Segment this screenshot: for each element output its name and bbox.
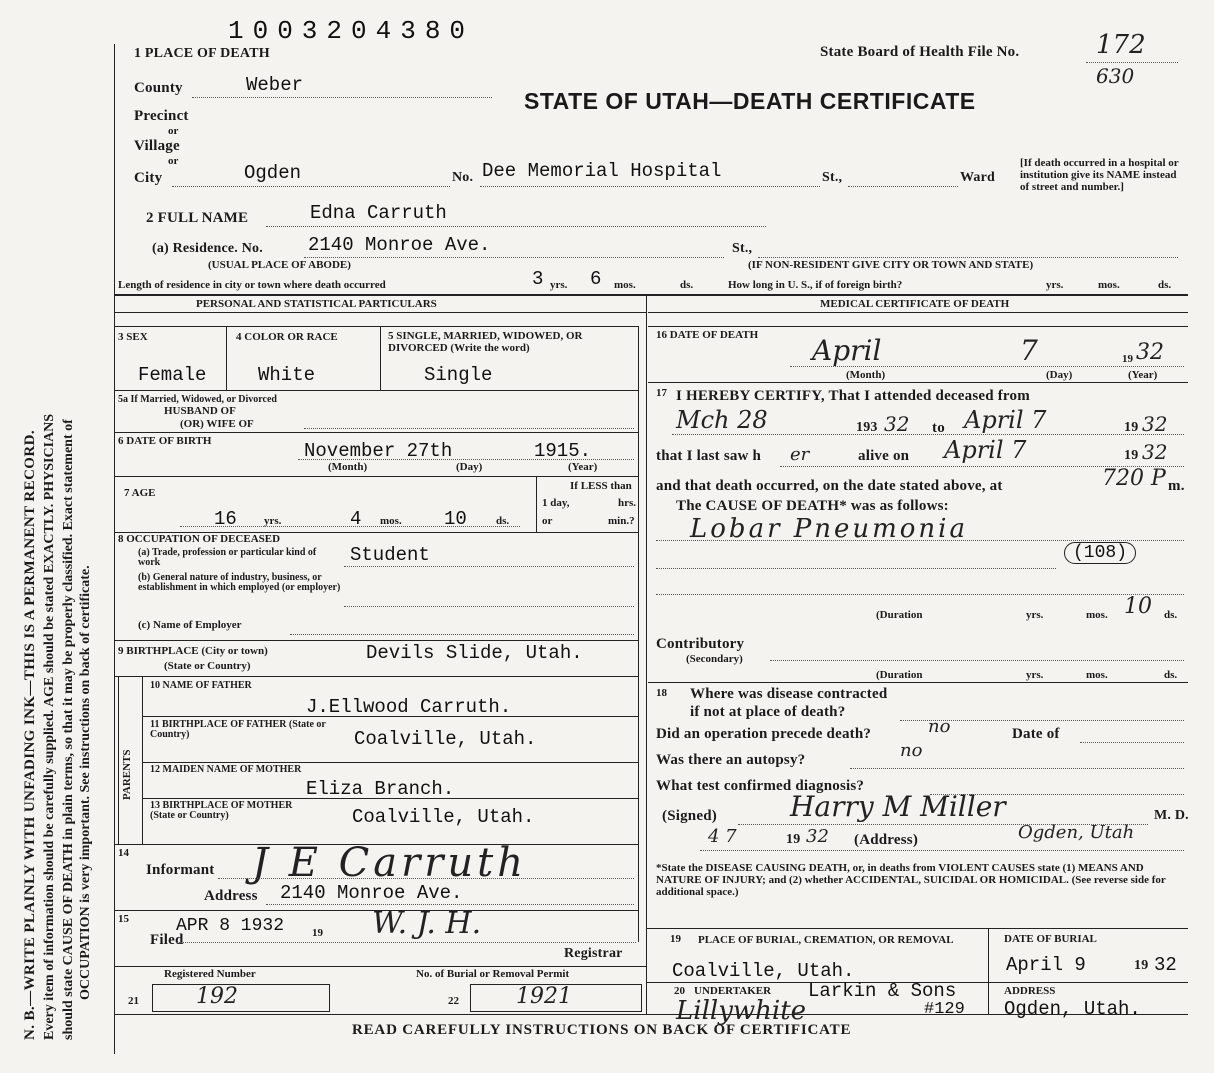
- dob-year: 1915.: [534, 440, 592, 462]
- certificate-number: 100320438​0: [228, 16, 475, 46]
- father-name-value: J.Ellwood Carruth.: [306, 696, 512, 718]
- age-ds-label: ds.: [496, 515, 510, 527]
- birthplace-value: Devils Slide, Utah.: [366, 642, 583, 664]
- to-19-label: 19: [1124, 420, 1139, 435]
- informant-label: Informant: [146, 862, 215, 878]
- cause-code: (108): [1064, 542, 1136, 564]
- sex-value: Female: [138, 364, 207, 386]
- md-label: M. D.: [1154, 808, 1189, 823]
- registered-number-label: Registered Number: [164, 968, 256, 980]
- secondary-label: (Secondary): [686, 653, 743, 665]
- or-label-3: or: [542, 515, 553, 527]
- cause-of-death-value: Lobar Pneumonia: [690, 514, 968, 544]
- undertaker-number: #129: [924, 1000, 965, 1019]
- spouse-label-1: 5a If Married, Widowed, or Divorced: [118, 394, 277, 405]
- undertaker-label: UNDERTAKER: [694, 985, 772, 997]
- mos-label: mos.: [614, 279, 636, 291]
- dod-19-label: 19: [1122, 353, 1133, 365]
- employer-label: (c) Name of Employer: [138, 619, 242, 631]
- county-label: County: [134, 80, 183, 96]
- cause-of-death-label: The CAUSE OF DEATH* was as follows:: [676, 498, 949, 514]
- side-note-line-3: OCCUPATION is very important. See instructions on back of certificate.: [78, 565, 93, 1000]
- marital-value: Single: [424, 364, 493, 386]
- nonresident-label: (IF NON-RESIDENT GIVE CITY OR TOWN AND STATE): [748, 259, 1034, 271]
- mother-birthplace-label: 13 BIRTHPLACE OF MOTHER (State or Country): [150, 800, 293, 821]
- to-label: to: [932, 420, 945, 436]
- dod-year-label: (Year): [1128, 369, 1158, 381]
- signed-date: 4 7: [708, 826, 737, 847]
- registrar-signature: W. J. H.: [372, 906, 482, 941]
- registrar-label: Registrar: [564, 946, 623, 961]
- age-label: 7 AGE: [124, 487, 156, 499]
- marital-label: 5 SINGLE, MARRIED, WIDOWED, OR DIVORCED (Write the word): [388, 330, 583, 354]
- age-mos-label: mos.: [380, 515, 402, 527]
- signed-address-label: (Address): [854, 832, 919, 848]
- burial-date-label: DATE OF BURIAL: [1004, 933, 1097, 945]
- item-17-label: 17: [656, 387, 667, 399]
- occupation-value: Student: [350, 544, 430, 566]
- father-name-label: 10 NAME OF FATHER: [150, 680, 252, 691]
- burial-place-label: PLACE OF BURIAL, CREMATION, OR REMOVAL: [698, 934, 954, 946]
- item-19-label: 19: [670, 933, 681, 945]
- registered-number-value: 192: [196, 984, 238, 1009]
- date-of-death-label: 16 DATE OF DEATH: [656, 329, 759, 341]
- race-label: 4 COLOR OR RACE: [236, 331, 338, 343]
- time-of-death: 720 P: [1102, 466, 1166, 491]
- where-contracted-label-1: Where was disease contracted: [690, 686, 888, 702]
- alive-on-text: alive on: [858, 448, 910, 464]
- test-confirmed-label: What test confirmed diagnosis?: [656, 778, 865, 794]
- min-label: min.?: [608, 515, 635, 527]
- how-long-mos: mos.: [1098, 279, 1120, 291]
- burial-year-value: 32: [1154, 954, 1177, 976]
- filed-19-label: 19: [312, 927, 323, 939]
- how-long-yrs: yrs.: [1046, 279, 1064, 291]
- residence-years: 3: [532, 268, 544, 290]
- ward-label: Ward: [960, 170, 996, 185]
- footer-instructions: READ CAREFULLY INSTRUCTIONS ON BACK OF CERTIFICATE: [352, 1022, 852, 1038]
- signed-year: 32: [806, 826, 829, 847]
- father-birthplace-label: 11 BIRTHPLACE OF FATHER (State or Country): [150, 719, 326, 740]
- duration-label-2: (Duration: [876, 669, 923, 681]
- county-value: Weber: [246, 74, 304, 96]
- ds-label: ds.: [680, 279, 694, 291]
- medical-heading: MEDICAL CERTIFICATE OF DEATH: [820, 298, 1010, 310]
- dob-day-label: (Day): [456, 461, 483, 473]
- date-of-death-year: 32: [1136, 340, 1164, 365]
- date-of-label: Date of: [1012, 726, 1060, 742]
- personal-heading: PERSONAL AND STATISTICAL PARTICULARS: [196, 298, 437, 310]
- signed-19-label: 19: [786, 832, 801, 847]
- spouse-label-2: HUSBAND OF: [164, 405, 236, 417]
- age-years: 16: [214, 508, 237, 530]
- duration-ds-1: ds.: [1164, 609, 1178, 621]
- informant-signature: J E Carruth: [252, 840, 527, 886]
- race-value: White: [258, 364, 316, 386]
- duration-yrs-2: yrs.: [1026, 669, 1044, 681]
- state-file-label: State Board of Health File No.: [820, 44, 1020, 60]
- duration-label-1: (Duration: [876, 609, 923, 621]
- operation-value: no: [928, 716, 951, 737]
- side-note-main: N. B.—WRITE PLAINLY WITH UNFADING INK—THIS IS A PERMANENT RECORD.: [22, 430, 38, 1040]
- duration-mos-2: mos.: [1086, 669, 1108, 681]
- undertaker-address-value: Ogden, Utah.: [1004, 998, 1141, 1020]
- death-occurred-text: and that death occurred, on the date stated above, at: [656, 478, 1003, 494]
- item-21-label: 21: [128, 995, 139, 1007]
- occupation-b-label: (b) General nature of industry, business, or establishment in which employed (or employer): [138, 572, 341, 593]
- burial-permit-value: 1921: [516, 984, 572, 1009]
- physician-signature: Harry M Miller: [790, 790, 1006, 823]
- city-value: Ogden: [244, 162, 302, 184]
- residence-st-label: St.,: [732, 241, 753, 256]
- alive-on-date: April 7: [944, 436, 1027, 464]
- village-label: Village: [134, 138, 180, 154]
- dob-value: November 27th: [304, 440, 453, 462]
- burial-place-value: Coalville, Utah.: [672, 960, 855, 982]
- how-long-ds: ds.: [1158, 279, 1172, 291]
- side-note-line-2: should state CAUSE OF DEATH in plain terms, so that it may be properly classified. Exact statement of: [61, 419, 76, 1040]
- place-of-death-heading: 1 PLACE OF DEATH: [134, 46, 270, 61]
- full-name-label: 2 FULL NAME: [146, 210, 249, 226]
- burial-19-label: 19: [1134, 958, 1149, 973]
- duration-yrs-1: yrs.: [1026, 609, 1044, 621]
- duration-mos-1: mos.: [1086, 609, 1108, 621]
- item-18-label: 18: [656, 687, 667, 699]
- undertaker-signature: Lillywhite: [676, 996, 807, 1026]
- informant-address-value: 2140 Monroe Ave.: [280, 882, 463, 904]
- signed-label: (Signed): [662, 808, 717, 824]
- undertaker-address-label: ADDRESS: [1004, 985, 1056, 997]
- from-19-label: 193: [856, 420, 878, 435]
- item-15-label: 15: [118, 913, 129, 925]
- item-14-label: 14: [118, 847, 129, 859]
- hrs-label: hrs.: [618, 497, 637, 509]
- how-long-label: How long in U. S., if of foreign birth?: [728, 279, 903, 291]
- less-than-label: If LESS than: [570, 480, 632, 492]
- full-name-value: Edna Carruth: [310, 202, 447, 224]
- alive-19-label: 19: [1124, 448, 1139, 463]
- residence-months: 6: [590, 268, 602, 290]
- attended-to-year: 32: [1142, 412, 1168, 436]
- mother-name-value: Eliza Branch.: [306, 778, 455, 800]
- cause-note: *State the DISEASE CAUSING DEATH, or, in deaths from VIOLENT CAUSES state (1) MEANS AND NATURE OF INJURY; and (2) whether ACCIDENTAL, SUICIDAL OR HOMICIDAL. (See reverse side for additional space.): [656, 862, 1166, 898]
- street-label: St.,: [822, 170, 843, 185]
- filed-date: APR 8 1932: [176, 916, 285, 936]
- dob-label: 6 DATE OF BIRTH: [118, 435, 212, 447]
- attended-to-date: April 7: [964, 406, 1047, 434]
- date-of-death-month: April: [812, 334, 882, 367]
- item-22-label: 22: [448, 995, 459, 1007]
- state-file-number-2: 630: [1096, 64, 1135, 88]
- side-note-line-1: Every item of information should be carefully supplied. AGE should be stated EXACTLY. PHYSICIANS: [42, 413, 57, 1040]
- hospital-note: [If death occurred in a hospital or institution give its NAME instead of street and number.]: [1020, 157, 1179, 193]
- one-day-label: 1 day,: [542, 497, 570, 509]
- birthplace-sub-label: (State or Country): [164, 660, 251, 672]
- certify-text: I HEREBY CERTIFY, That I attended deceased from: [676, 388, 1030, 404]
- dod-month-label: (Month): [846, 369, 886, 381]
- occupation-heading: 8 OCCUPATION OF DECEASED: [118, 533, 281, 545]
- alive-on-year: 32: [1142, 440, 1168, 464]
- item-20-label: 20: [674, 985, 685, 997]
- duration-ds-2: ds.: [1164, 669, 1178, 681]
- abode-label: (USUAL PLACE OF ABODE): [208, 259, 351, 271]
- spouse-label-3: (OR) WIFE OF: [180, 418, 254, 430]
- physician-address: Ogden, Utah: [1018, 822, 1135, 843]
- autopsy-value: no: [900, 740, 923, 761]
- or-label-2: or: [168, 155, 179, 167]
- length-residence-label: Length of residence in city or town where death occurred: [118, 279, 386, 291]
- precinct-label: Precinct: [134, 108, 189, 124]
- dod-day-label: (Day): [1046, 369, 1073, 381]
- attended-from-year: 32: [884, 412, 910, 436]
- time-m-label: m.: [1168, 478, 1185, 494]
- filed-label: Filed: [150, 932, 184, 948]
- attended-from-date: Mch 28: [676, 406, 768, 434]
- state-file-number: 172: [1096, 30, 1146, 60]
- burial-date-value: April 9: [1006, 954, 1086, 976]
- mother-birthplace-value: Coalville, Utah.: [352, 806, 535, 828]
- or-label-1: or: [168, 125, 179, 137]
- hospital-value: Dee Memorial Hospital: [482, 160, 722, 182]
- certificate-title: STATE OF UTAH—DEATH CERTIFICATE: [524, 88, 976, 114]
- residence-label: (a) Residence. No.: [152, 241, 263, 256]
- undertaker-value: Larkin & Sons: [808, 980, 957, 1002]
- informant-address-label: Address: [204, 888, 258, 904]
- contributory-label: Contributory: [656, 636, 745, 652]
- city-label: City: [134, 170, 163, 186]
- last-saw-text: that I last saw h: [656, 448, 762, 464]
- age-days: 10: [444, 508, 467, 530]
- residence-value: 2140 Monroe Ave.: [308, 234, 491, 256]
- occupation-a-label: (a) Trade, profession or particular kind of work: [138, 547, 317, 568]
- last-saw-pronoun: er: [790, 444, 810, 465]
- date-of-death-day: 7: [1020, 334, 1038, 367]
- age-months: 4: [350, 508, 362, 530]
- sex-label: 3 SEX: [118, 331, 148, 343]
- yrs-label: yrs.: [550, 279, 568, 291]
- dob-year-label: (Year): [568, 461, 598, 473]
- father-birthplace-value: Coalville, Utah.: [354, 728, 537, 750]
- operation-label: Did an operation precede death?: [656, 726, 872, 742]
- mother-name-label: 12 MAIDEN NAME OF MOTHER: [150, 764, 302, 775]
- burial-permit-label: No. of Burial or Removal Permit: [416, 968, 570, 980]
- autopsy-label: Was there an autopsy?: [656, 752, 806, 768]
- duration-value: 10: [1124, 594, 1152, 619]
- age-yrs-label: yrs.: [264, 515, 282, 527]
- street-no-label: No.: [452, 170, 474, 185]
- where-contracted-label-2: if not at place of death?: [690, 704, 846, 720]
- birthplace-label: 9 BIRTHPLACE (City or town): [118, 645, 268, 657]
- dob-month-label: (Month): [328, 461, 368, 473]
- parents-label: PARENTS: [121, 749, 133, 800]
